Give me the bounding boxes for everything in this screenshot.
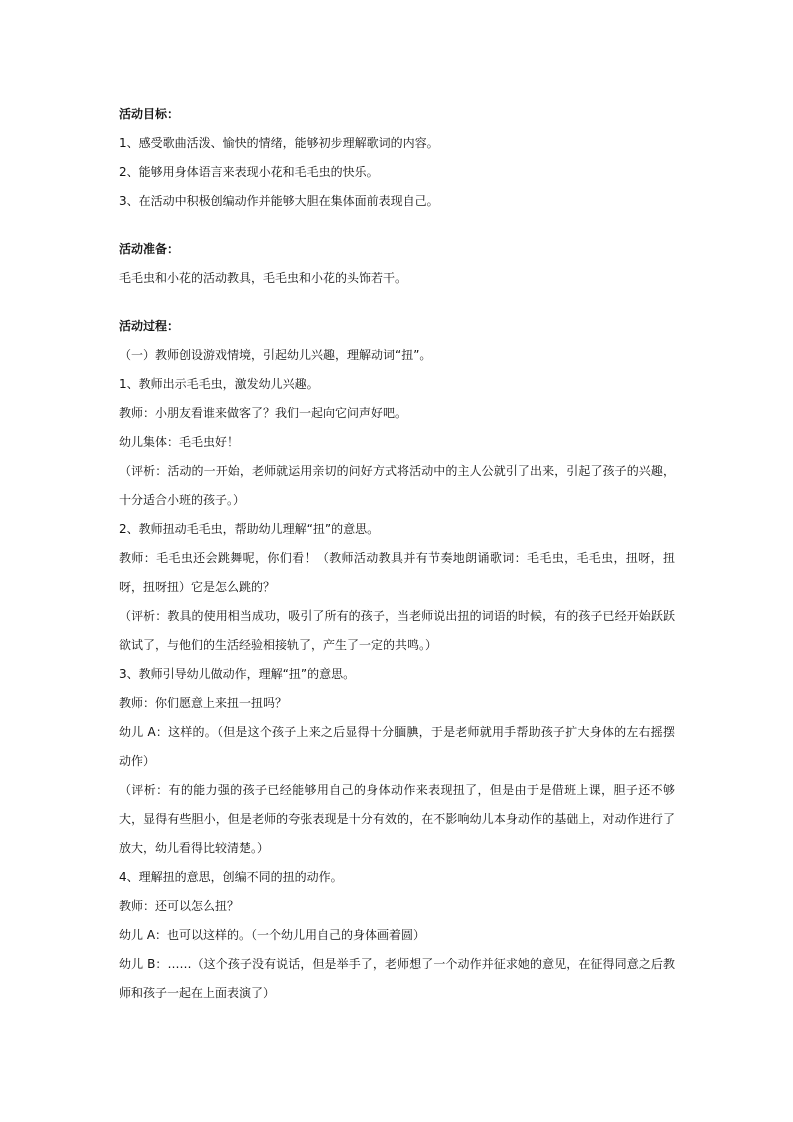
section-gap (119, 216, 675, 235)
commentary-paragraph: （评析：有的能力强的孩子已经能够用自己的身体动作来表现扭了，但是由于是借班上课，胆子还不够大，显得有些胆小，但是老师的夸张表现是十分有效的，在不影响幼儿本身动作的基础上，对动作进行了放大，幼儿看得比较清楚。） (119, 783, 675, 855)
process-heading: 活动过程： (119, 319, 180, 333)
process-substep: 1、教师出示毛毛虫，激发幼儿兴趣。 (119, 377, 319, 391)
dialogue-paragraph: 教师：毛毛虫还会跳舞呢，你们看！（教师活动教具并有节奏地朗诵歌词：毛毛虫，毛毛虫，扭呀，扭呀，扭呀扭）它是怎么跳的？ (119, 551, 675, 594)
process-section (119, 312, 675, 1008)
goal-item: 3、在活动中积极创编动作并能够大胆在集体面前表现自己。 (119, 194, 439, 208)
goals-section (119, 100, 675, 216)
dialogue-line: 幼儿 A：也可以这样的。（一个幼儿用自己的身体画着圆） (119, 928, 426, 942)
goal-item: 2、能够用身体语言来表现小花和毛毛虫的快乐。 (119, 165, 379, 179)
process-substep: 2、教师扭动毛毛虫，帮助幼儿理解“扭”的意思。 (119, 522, 380, 536)
dialogue-paragraph: 幼儿 B：……（这个孩子没有说话，但是举手了，老师想了一个动作并征求她的意见，在征得同意之后教师和孩子一起在上面表演了） (119, 957, 675, 1000)
dialogue-paragraph: 幼儿 A：这样的。（但是这个孩子上来之后显得十分腼腆，于是老师就用手帮助孩子扩大身体的左右摇摆动作） (119, 725, 675, 768)
document-page (119, 100, 675, 1008)
dialogue-line: 教师：还可以怎么扭？ (119, 899, 240, 913)
commentary-paragraph: （评析：活动的一开始，老师就运用亲切的问好方式将活动中的主人公就引了出来，引起了孩子的兴趣，十分适合小班的孩子。） (119, 464, 675, 507)
section-gap (119, 293, 675, 312)
process-substep: 3、教师引导幼儿做动作，理解“扭”的意思。 (119, 667, 356, 681)
dialogue-line: 幼儿集体：毛毛虫好！ (119, 435, 240, 449)
process-substep: 4、理解扭的意思，创编不同的扭的动作。 (119, 870, 343, 884)
commentary-paragraph: （评析：教具的使用相当成功，吸引了所有的孩子，当老师说出扭的词语的时候，有的孩子已经开始跃跃欲试了，与他们的生活经验相接轨了，产生了一定的共鸣。） (119, 609, 675, 652)
dialogue-line: 教师：你们愿意上来扭一扭吗？ (119, 696, 288, 710)
prep-section (119, 235, 675, 293)
goal-item: 1、感受歌曲活泼、愉快的情绪，能够初步理解歌词的内容。 (119, 136, 439, 150)
goals-heading: 活动目标： (119, 107, 180, 121)
process-step-title: （一）教师创设游戏情境，引起幼儿兴趣，理解动词“扭”。 (119, 348, 432, 362)
prep-heading: 活动准备： (119, 242, 180, 256)
dialogue-line: 教师：小朋友看谁来做客了？我们一起向它问声好吧。 (119, 406, 408, 420)
prep-text: 毛毛虫和小花的活动教具，毛毛虫和小花的头饰若干。 (119, 271, 408, 285)
